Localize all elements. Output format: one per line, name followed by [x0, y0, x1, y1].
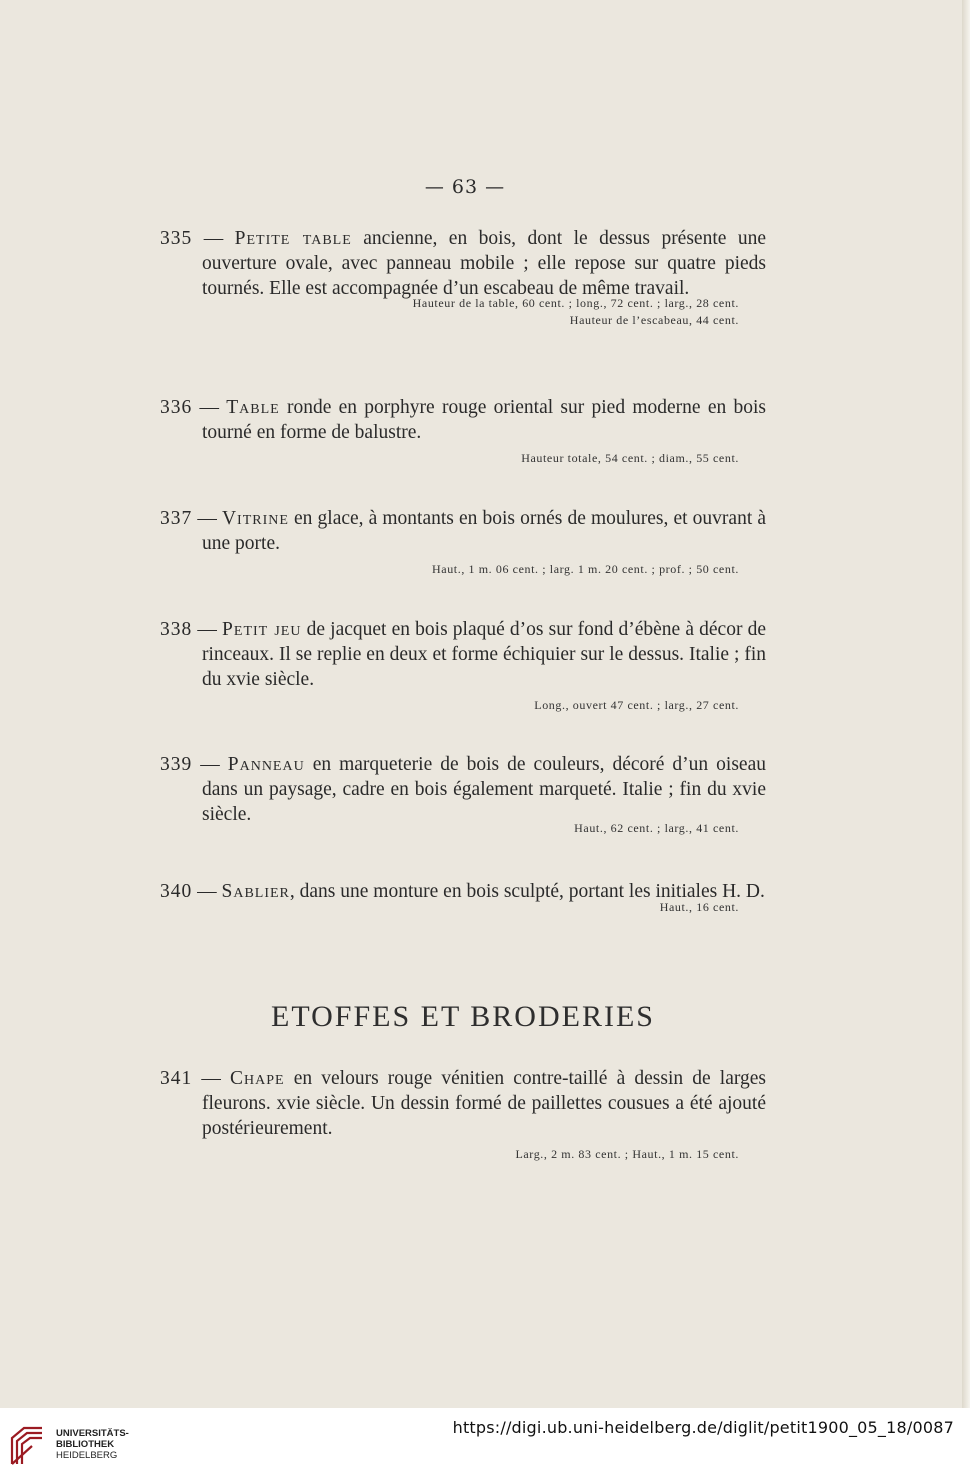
entry-number: 338	[160, 619, 193, 640]
dimension-line: Haut., 62 cent. ; larg., 41 cent.	[574, 821, 739, 835]
entry-dimensions	[160, 450, 766, 467]
entry-description: ancienne, en bois, dont le dessus présente une ouverture ovale, avec panneau mobile ; elle repose sur quatre pieds tournés. Elle est accompagnée d’un escabeau de même travail.	[202, 228, 766, 299]
page-number: — 63 —	[424, 176, 506, 198]
catalog-entry-339	[160, 752, 766, 837]
entry-title: Petite table	[234, 228, 352, 249]
entry-title: Panneau	[227, 754, 305, 775]
entry-text	[160, 617, 766, 692]
dimension-line: Larg., 2 m. 83 cent. ; Haut., 1 m. 15 cent.	[515, 1147, 739, 1161]
library-name-line: UNIVERSITÄTS-	[56, 1428, 129, 1439]
entry-dash: —	[192, 754, 228, 775]
entry-dimensions	[160, 561, 766, 578]
entry-title: Petit jeu	[222, 619, 302, 640]
entry-text	[160, 395, 766, 445]
dimension-line: Hauteur de la table, 60 cent. ; long., 72 cent. ; larg., 28 cent.	[412, 296, 739, 310]
entry-dash: —	[192, 881, 222, 902]
catalog-entry-335	[160, 226, 766, 329]
dimension-line: Hauteur de l’escabeau, 44 cent.	[569, 313, 739, 327]
library-name-line: HEIDELBERG	[56, 1450, 118, 1461]
footer-bar	[0, 1408, 970, 1477]
entry-number: 335	[160, 228, 193, 249]
entry-description: ronde en porphyre rouge oriental sur pied moderne en bois tourné en forme de balustre.	[202, 397, 766, 443]
entry-description: en glace, à montants en bois ornés de moulures, et ouvrant à une porte.	[202, 508, 766, 554]
entry-number: 337	[160, 508, 193, 529]
entry-description: en velours rouge vénitien contre-taillé à dessin de larges fleurons. xvie siècle. Un dessin formé de paillettes cousues a été ajouté postérieurement.	[202, 1068, 766, 1139]
entry-dimensions	[160, 697, 766, 714]
section-title: ETOFFES ET BRODERIES	[271, 1000, 655, 1033]
entry-text	[160, 1066, 766, 1141]
entry-number: 339	[160, 754, 193, 775]
catalog-entry-340	[160, 879, 766, 916]
catalog-entry-341	[160, 1066, 766, 1163]
source-url-link[interactable]: https://digi.ub.uni-heidelberg.de/diglit/petit1900_05_18/0087	[452, 1418, 954, 1437]
entry-title: Vitrine	[221, 508, 289, 529]
dimension-line: Long., ouvert 47 cent. ; larg., 27 cent.	[534, 698, 739, 712]
entry-text	[160, 506, 766, 556]
university-library-logo-icon	[8, 1424, 48, 1468]
entry-title: Sablier	[221, 881, 290, 902]
catalog-entry-337	[160, 506, 766, 578]
entry-number: 340	[160, 881, 193, 902]
library-name	[56, 1428, 129, 1461]
catalog-entry-336	[160, 395, 766, 467]
dimension-line: Haut., 1 m. 06 cent. ; larg. 1 m. 20 cent. ; prof. ; 50 cent.	[432, 562, 739, 576]
dimension-line: Hauteur totale, 54 cent. ; diam., 55 cent.	[521, 451, 739, 465]
entry-number: 336	[160, 397, 193, 418]
entry-dash: —	[192, 619, 223, 640]
library-name-line: BIBLIOTHEK	[56, 1439, 115, 1450]
entry-text	[160, 752, 766, 827]
entry-text	[160, 226, 766, 301]
entry-dash: —	[192, 397, 227, 418]
entry-dash: —	[192, 228, 235, 249]
entry-title: Chape	[230, 1068, 285, 1089]
entry-description: de jacquet en bois plaqué d’os sur fond d’ébène à décor de rinceaux. Il se replie en deux et forme échiquier sur le dessus. Italie ; fin du xvie siècle.	[202, 619, 767, 690]
entry-description: en marqueterie de bois de couleurs, décoré d’un oiseau dans un paysage, cadre en bois également marqueté. Italie ; fin du xvie siècle.	[202, 754, 766, 825]
dimension-line: Haut., 16 cent.	[659, 900, 739, 914]
entry-dimensions	[160, 1146, 766, 1163]
entry-description: , dans une monture en bois sculpté, portant les initiales H. D.	[289, 881, 765, 902]
entry-number: 341	[160, 1068, 193, 1089]
catalog-entry-338	[160, 617, 766, 714]
page-edge	[962, 0, 970, 1408]
entry-title: Table	[226, 397, 280, 418]
entry-dash: —	[192, 1068, 231, 1089]
entry-dash: —	[192, 508, 222, 529]
